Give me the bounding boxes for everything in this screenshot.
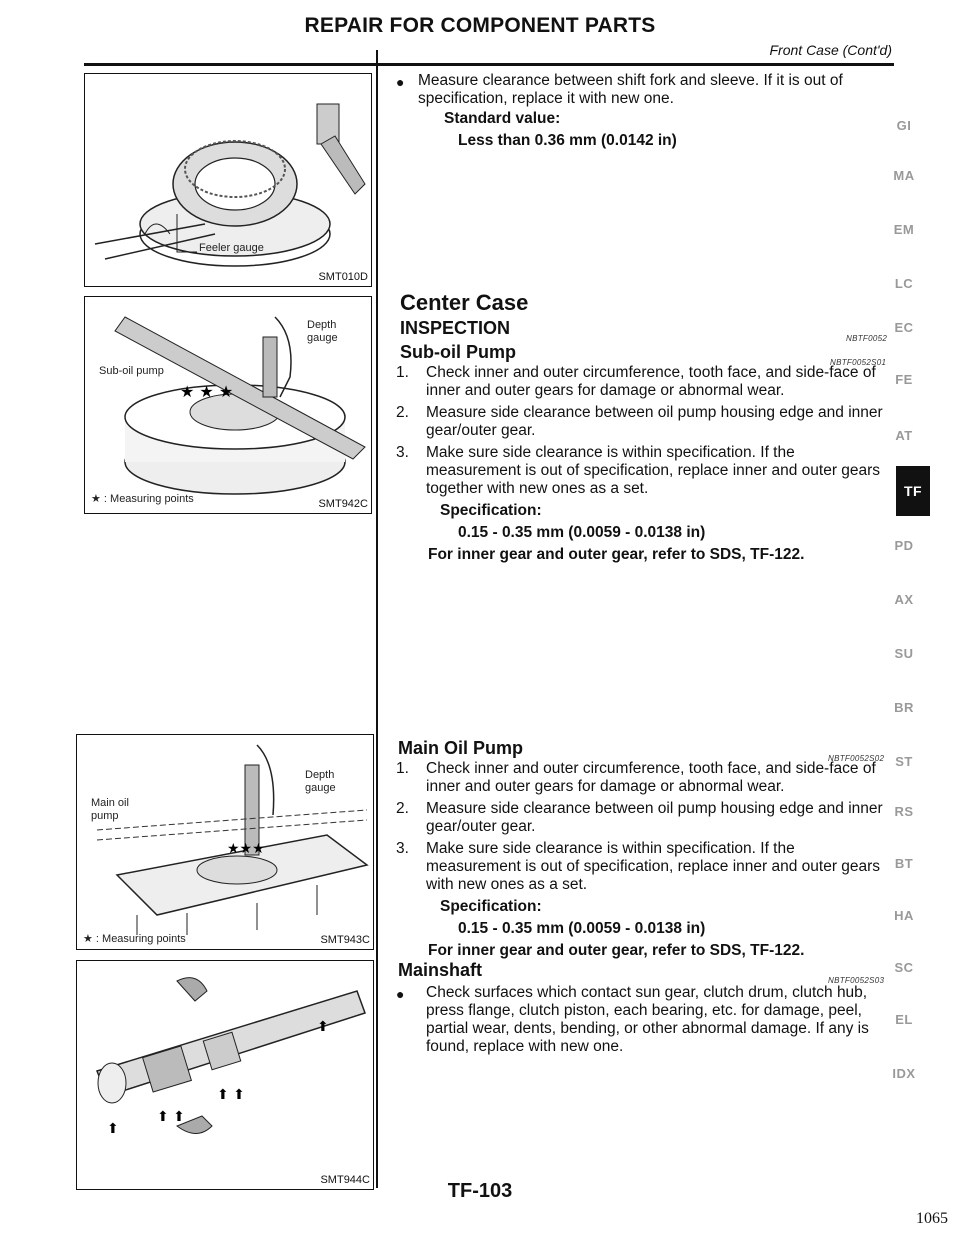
step-number: 3.: [396, 840, 409, 857]
bullet-icon: ●: [396, 986, 405, 1002]
section-tab-el[interactable]: EL: [895, 1012, 913, 1027]
depth-gauge-label: Depth gauge: [307, 319, 338, 344]
figure-code: SMT010D: [318, 271, 368, 283]
step-number: 2.: [396, 404, 409, 421]
figure-mainshaft: [76, 960, 374, 1190]
measuring-points-note: ★ : Measuring points: [83, 933, 186, 945]
reference-tag: NBTF0052S03: [828, 976, 885, 985]
page-title: REPAIR FOR COMPONENT PARTS: [304, 14, 656, 37]
specification-value: 0.15 - 0.35 mm (0.0059 - 0.0138 in): [458, 524, 706, 541]
measuring-points-note: ★ : Measuring points: [91, 493, 194, 505]
specification-label: Specification:: [440, 502, 542, 519]
main-pump-step-2: Measure side clearance between oil pump housing edge and inner gear/outer gear.: [426, 800, 883, 835]
main-oil-pump-label: Main oil pump: [91, 797, 129, 822]
feeler-gauge-label: Feeler gauge: [199, 242, 264, 254]
step-number: 1.: [396, 760, 409, 777]
step-number: 3.: [396, 444, 409, 461]
section-tab-rs[interactable]: RS: [894, 804, 914, 819]
figure-code: SMT944C: [320, 1174, 370, 1186]
svg-text:⬆: ⬆: [317, 1019, 329, 1035]
section-tab-lc[interactable]: LC: [894, 276, 914, 291]
standard-value: Less than 0.36 mm (0.0142 in): [458, 132, 677, 149]
sub-pump-step-3: Make sure side clearance is within specification. If the measurement is out of specification, replace inner and outer gears together with new ones as a set.: [426, 444, 881, 497]
mainshaft-heading: Mainshaft: [398, 960, 483, 980]
figure-code: SMT942C: [318, 498, 368, 510]
section-tab-at[interactable]: AT: [895, 428, 913, 443]
section-tab-br[interactable]: BR: [894, 700, 914, 715]
section-tab-ec[interactable]: EC: [894, 320, 914, 335]
inspection-heading: INSPECTION: [400, 318, 511, 338]
mainshaft-illustration: [77, 961, 373, 1189]
shift-fork-instruction: Measure clearance between shift fork and sleeve. If it is out of specification, replace it with new one.: [418, 72, 843, 107]
main-oil-pump-illustration: [77, 735, 373, 949]
svg-text:⬆ ⬆: ⬆ ⬆: [217, 1087, 245, 1103]
mainshaft-instruction: Check surfaces which contact sun gear, clutch drum, clutch hub, press flange, clutch piston, each bearing, etc. for damage, peel, partial wear, dents, bending, or other abnormal damage. If any is found, replace with new one.: [426, 984, 869, 1055]
section-tab-ha[interactable]: HA: [894, 908, 914, 923]
section-tab-gi[interactable]: GI: [896, 118, 912, 133]
section-tab-em[interactable]: EM: [893, 222, 915, 237]
specification-reference: For inner gear and outer gear, refer to SDS, TF-122.: [428, 546, 805, 563]
svg-text:★★★: ★★★: [227, 841, 265, 857]
section-tab-ax[interactable]: AX: [894, 592, 914, 607]
svg-text:⬆: ⬆: [107, 1121, 119, 1137]
bullet-icon: ●: [396, 74, 405, 90]
center-case-heading: Center Case: [400, 290, 529, 315]
main-pump-step-1: Check inner and outer circumference, tooth face, and side-face of inner and outer gears for damage or abnormal wear.: [426, 760, 876, 795]
main-oil-pump-heading: Main Oil Pump: [398, 738, 524, 758]
section-tab-fe[interactable]: FE: [895, 372, 913, 387]
section-tab-sc[interactable]: SC: [894, 960, 914, 975]
page-subtitle: Front Case (Cont'd): [769, 42, 892, 58]
section-tab-su[interactable]: SU: [894, 646, 914, 661]
depth-gauge-label: Depth gauge: [305, 769, 336, 794]
specification-reference: For inner gear and outer gear, refer to SDS, TF-122.: [428, 942, 805, 959]
figure-feeler-gauge: [84, 73, 372, 287]
section-tab-idx[interactable]: IDX: [892, 1066, 916, 1081]
page-code: TF-103: [447, 1180, 513, 1202]
sub-pump-step-2: Measure side clearance between oil pump housing edge and inner gear/outer gear.: [426, 404, 883, 439]
column-divider: [376, 50, 378, 1188]
specification-label: Specification:: [440, 898, 542, 915]
main-pump-step-3: Make sure side clearance is within specification. If the measurement is out of specification, replace inner and outer gears with new ones as a set.: [426, 840, 881, 893]
standard-value-label: Standard value:: [444, 110, 561, 127]
figure-main-oil-pump: [76, 734, 374, 950]
reference-tag: NBTF0052: [846, 334, 888, 343]
section-tab-pd[interactable]: PD: [894, 538, 914, 553]
page-number: 1065: [916, 1210, 948, 1227]
specification-value: 0.15 - 0.35 mm (0.0059 - 0.0138 in): [458, 920, 706, 937]
step-number: 2.: [396, 800, 409, 817]
svg-text:⬆ ⬆: ⬆ ⬆: [157, 1109, 185, 1125]
section-tab-tf[interactable]: TF: [896, 466, 930, 516]
figure-sub-oil-pump: [84, 296, 372, 514]
section-tab-bt[interactable]: BT: [894, 856, 914, 871]
figure-code: SMT943C: [320, 934, 370, 946]
sub-oil-pump-heading: Sub-oil Pump: [400, 342, 516, 362]
reference-tag: NBTF0052S01: [830, 358, 887, 367]
header-rule: [84, 63, 894, 66]
svg-text:★ ★ ★: ★ ★ ★: [180, 382, 234, 401]
section-tab-st[interactable]: ST: [895, 754, 913, 769]
step-number: 1.: [396, 364, 409, 381]
sub-pump-step-1: Check inner and outer circumference, tooth face, and side-face of inner and outer gears for damage or abnormal wear.: [426, 364, 876, 399]
reference-tag: NBTF0052S02: [828, 754, 885, 763]
sub-oil-pump-label: Sub-oil pump: [99, 365, 164, 377]
section-tab-ma[interactable]: MA: [893, 168, 915, 183]
